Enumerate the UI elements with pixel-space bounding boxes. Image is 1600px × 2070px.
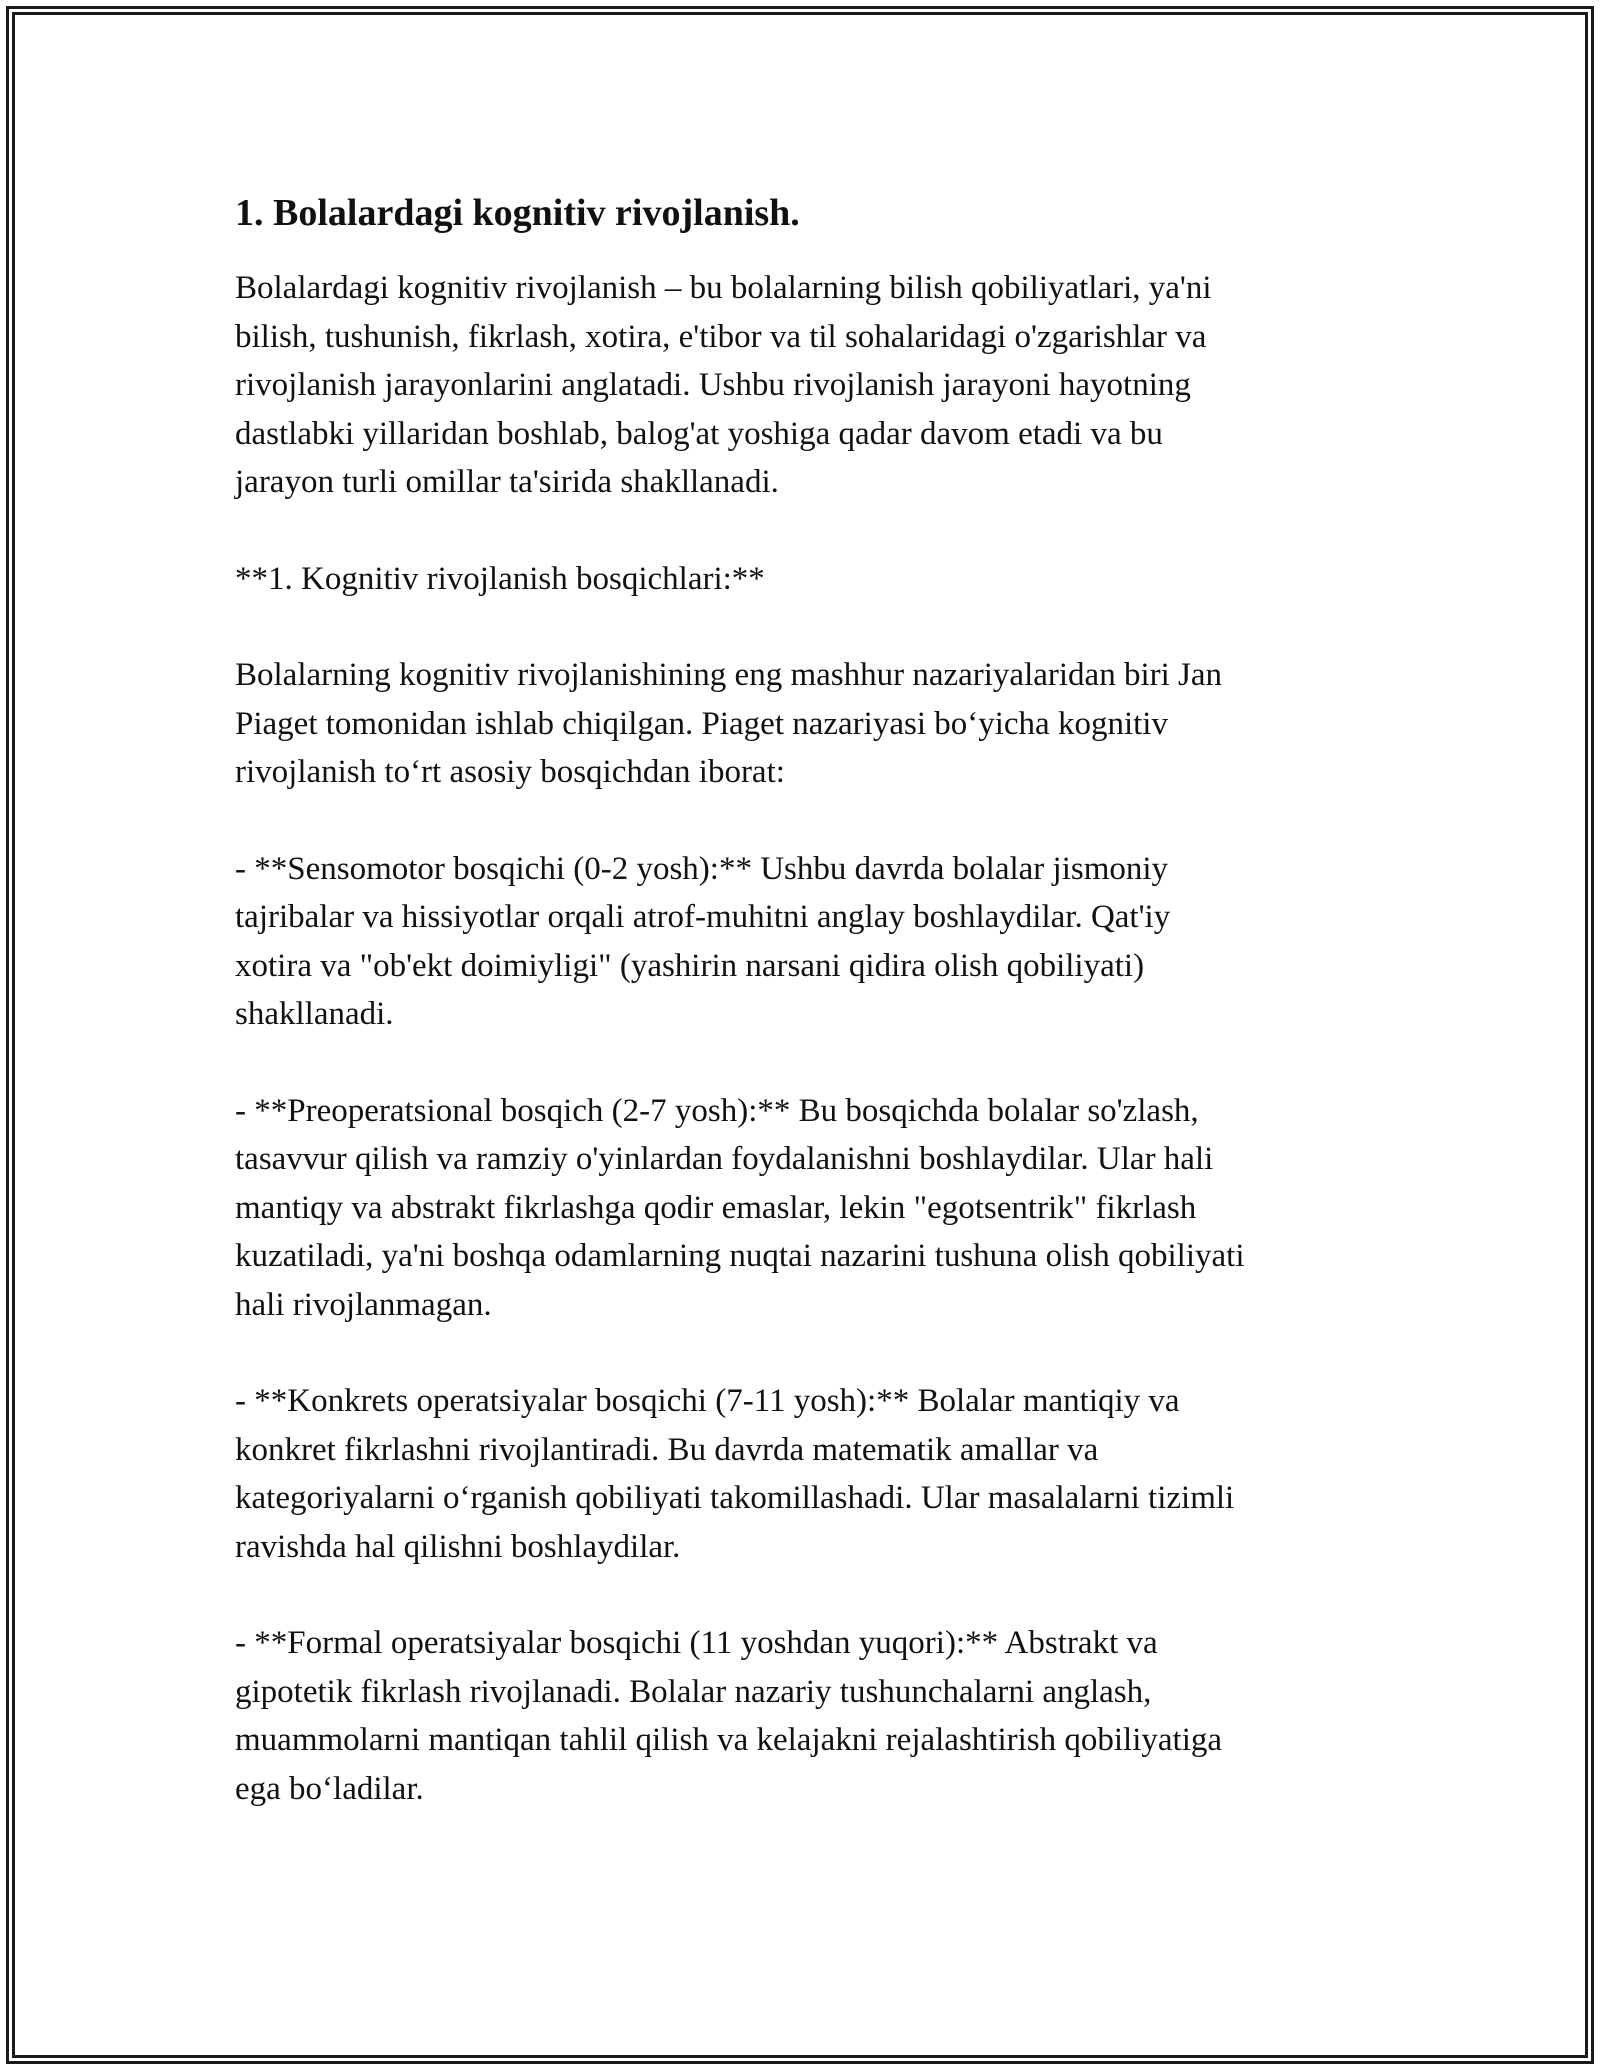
text-line: tajribalar va hissiyotlar orqali atrof-muhitni anglay boshlaydilar. Qat'iy: [235, 899, 1171, 935]
text-line: kuzatiladi, ya'ni boshqa odamlarning nuqtai nazarini tushuna olish qobiliyati: [235, 1238, 1245, 1274]
text-line: mantiqy va abstrakt fikrlashga qodir emaslar, lekin "egotsentrik" fikrlash: [235, 1189, 1197, 1226]
text-line: **1. Kognitiv rivojlanish bosqichlari:**: [235, 560, 765, 597]
text-line: Piaget tomonidan ishlab chiqilgan. Piaget nazariyasi bo‘yicha kognitiv: [235, 705, 1168, 742]
text-line: - **Konkrets operatsiyalar bosqichi (7-11 yosh):** Bolalar mantiqiy va: [235, 1383, 1180, 1419]
text-line: dastlabki yillaridan boshlab, balog'at yoshiga qadar davom etadi va bu: [235, 415, 1163, 452]
text-line: tasavvur qilish va ramziy o'yinlardan foydalanishni boshlaydilar. Ular hali: [235, 1141, 1214, 1177]
formal-operational-stage-paragraph: [235, 1619, 1375, 1813]
text-line: - **Preoperatsional bosqich (2-7 yosh):** Bu bosqichda bolalar so'zlash,: [235, 1092, 1199, 1129]
sensorimotor-stage-paragraph: [235, 845, 1375, 1039]
text-line: rivojlanish to‘rt asosiy bosqichdan iborat:: [235, 754, 785, 790]
text-line: ravishda hal qilishni boshlaydilar.: [235, 1528, 681, 1565]
text-line: xotira va "ob'ekt doimiyligi" (yashirin narsani qidira olish qobiliyati): [235, 947, 1145, 984]
intro-paragraph: [235, 264, 1375, 507]
document-body: [235, 188, 1375, 1813]
text-line: gipotetik fikrlash rivojlanadi. Bolalar nazariy tushunchalarni anglash,: [235, 1673, 1152, 1710]
text-line: konkret fikrlashni rivojlantiradi. Bu davrda matematik amallar va: [235, 1431, 1099, 1468]
text-line: Bolalardagi kognitiv rivojlanish – bu bolalarning bilish qobiliyatlari, ya'ni: [235, 270, 1212, 306]
preoperational-stage-paragraph: [235, 1087, 1375, 1330]
piaget-intro-paragraph: [235, 651, 1375, 797]
section-heading: 1. Bolalardagi kognitiv rivojlanish.: [235, 192, 800, 234]
stages-subheading: [235, 555, 1375, 604]
text-line: ega bo‘ladilar.: [235, 1770, 424, 1807]
text-line: kategoriyalarni o‘rganish qobiliyati takomillashadi. Ular masalalarni tizimli: [235, 1480, 1235, 1516]
text-line: hali rivojlanmagan.: [235, 1286, 492, 1323]
text-line: shakllanadi.: [235, 996, 394, 1032]
text-line: muammolarni mantiqan tahlil qilish va kelajakni rejalashtirish qobiliyatiga: [235, 1722, 1223, 1758]
text-line: - **Formal operatsiyalar bosqichi (11 yoshdan yuqori):** Abstrakt va: [235, 1625, 1158, 1661]
text-line: Bolalarning kognitiv rivojlanishining eng mashhur nazariyalaridan biri Jan: [235, 657, 1223, 693]
text-line: bilish, tushunish, fikrlash, xotira, e'tibor va til sohalaridagi o'zgarishlar va: [235, 318, 1207, 355]
text-line: rivojlanish jarayonlarini anglatadi. Ushbu rivojlanish jarayoni hayotning: [235, 367, 1191, 403]
text-line: jarayon turli omillar ta'sirida shakllanadi.: [235, 464, 779, 500]
text-line: - **Sensomotor bosqichi (0-2 yosh):** Ushbu davrda bolalar jismoniy: [235, 850, 1169, 887]
concrete-operational-stage-paragraph: [235, 1377, 1375, 1571]
